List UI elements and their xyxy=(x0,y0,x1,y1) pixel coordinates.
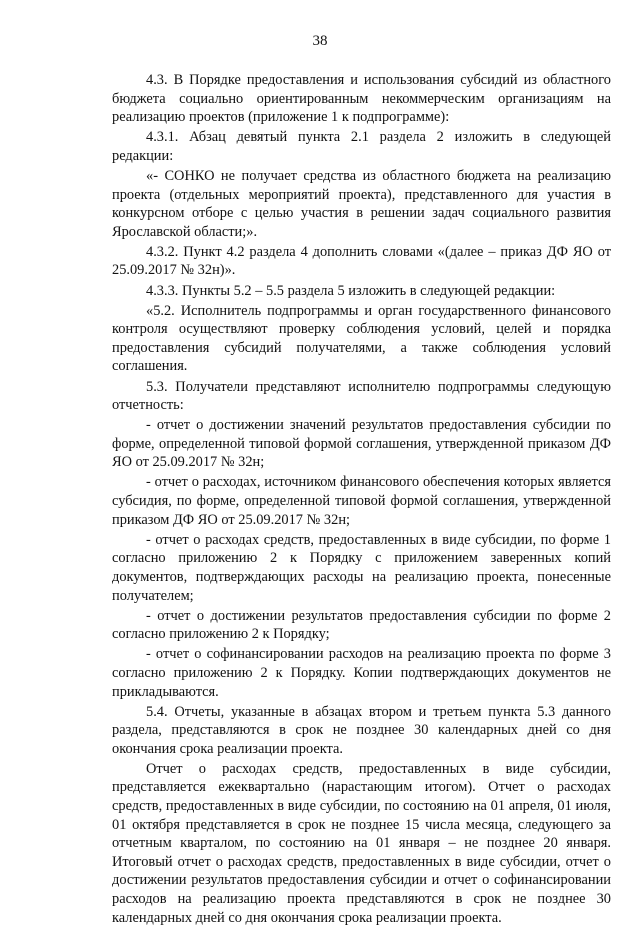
list-item-expenses-report: - отчет о расходах, источником финансового обеспечения которых является субсидия, по форме, определенной типовой формой соглашения, утвержденной приказом ДФ ЯО от 25.09.2017 № 32н; xyxy=(112,474,611,528)
paragraph-4-3-3: 4.3.3. Пункты 5.2 – 5.5 раздела 5 изложить в следующей редакции: xyxy=(146,282,556,299)
paragraph-quarterly-report: Отчет о расходах средств, предоставленных в виде субсидии, представляется ежеквартально (нарастающим итогом). Отчет о расходах средств, предоставленных в виде субсидии, по состоянию на 01 апреля, 01 июля, 01 октября представляется в срок не позднее 15 числа месяца, следующего за отчетным кварталом, по состоянию на 01 января – не позднее 20 января. Итоговый отчет о расходах средств, предоставленных в виде субсидии, отчет о достижении результатов предоставления субсидии и отчет о софинансировании расходов на реализацию проекта представляются в срок не позднее 30 календарных дней со дня окончания срока реализации проекта. xyxy=(112,760,611,926)
paragraph-4-3-2: 4.3.2. Пункт 4.2 раздела 4 дополнить словами «(далее – приказ ДФ ЯО от 25.09.2017 № 32н)». xyxy=(112,243,611,279)
paragraph-5-4: 5.4. Отчеты, указанные в абзацах втором и третьем пункта 5.3 данного раздела, представляются в срок не позднее 30 календарных дней со дня окончания срока реализации проекта. xyxy=(112,703,611,757)
list-item-form-3-report: - отчет о софинансировании расходов на реализацию проекта по форме 3 согласно приложению 2 к Порядку. Копии подтверждающих документов не прикладываются. xyxy=(112,646,611,700)
paragraph-5-2: «5.2. Исполнитель подпрограммы и орган государственного финансового контроля осуществляют проверку соблюдения условий, целей и порядка предоставления субсидий получателями, а также соблюдения условий соглашения. xyxy=(112,302,611,375)
page-number: 38 xyxy=(312,33,328,49)
paragraph-4-3-1: 4.3.1. Абзац девятый пункта 2.1 раздела 2 изложить в следующей редакции: xyxy=(112,129,611,164)
document-body xyxy=(112,71,611,929)
paragraph-5-3: 5.3. Получатели представляют исполнителю подпрограммы следующую отчетность: xyxy=(112,378,611,414)
paragraph-4-3: 4.3. В Порядке предоставления и использования субсидий из областного бюджета социально ориентированным некоммерческим организациям на реализацию проектов (приложение 1 к подпрограмме): xyxy=(112,72,611,126)
paragraph-sonko-clause: «- СОНКО не получает средства из областного бюджета на реализацию проекта (отдельных мероприятий проекта), представленного для участия в конкурсном отборе с целью участия в решении задач социального развития Ярославской области;». xyxy=(112,167,611,240)
list-item-results-report: - отчет о достижении значений результатов предоставления субсидии по форме, определенной типовой формой соглашения, утвержденной приказом ДФ ЯО от 25.09.2017 № 32н; xyxy=(112,417,611,471)
list-item-form-1-report: - отчет о расходах средств, предоставленных в виде субсидии, по форме 1 согласно приложению 2 к Порядку с приложением заверенных копий документов, подтверждающих расходы на реализацию проекта, понесенные получателем; xyxy=(112,531,611,604)
list-item-form-2-report: - отчет о достижении результатов предоставления субсидии по форме 2 согласно приложению 2 к Порядку; xyxy=(112,607,611,643)
